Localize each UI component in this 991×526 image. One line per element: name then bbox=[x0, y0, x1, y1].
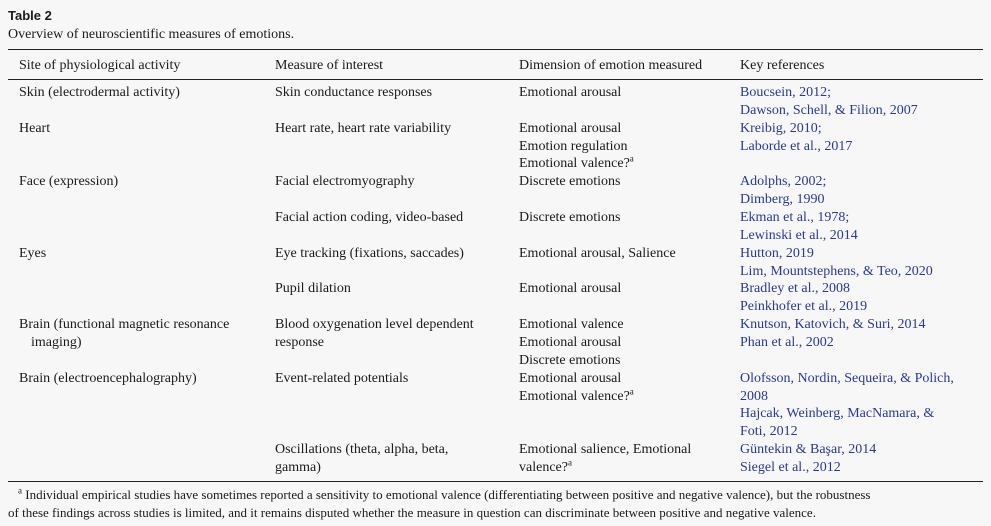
ref-peinkhofer[interactable]: Peinkhofer et al., 2019 bbox=[740, 299, 868, 314]
measure-emg: Facial electromyography bbox=[275, 174, 415, 189]
ref-lim[interactable]: Lim, Mountstephens, & Teo, 2020 bbox=[740, 264, 933, 279]
site-fmri: Brain (functional magnetic resonance bbox=[19, 317, 230, 332]
footnote-marker: a bbox=[629, 153, 634, 164]
top-rule bbox=[8, 49, 983, 50]
ref-hajcak-cont[interactable]: Foti, 2012 bbox=[740, 424, 798, 439]
ref-adolphs[interactable]: Adolphs, 2002; bbox=[740, 174, 827, 189]
header-rule bbox=[8, 79, 983, 80]
measure-bold-cont: response bbox=[275, 335, 324, 350]
site-eyes: Eyes bbox=[19, 246, 47, 261]
ref-guntekin[interactable]: Güntekin & Başar, 2014 bbox=[740, 442, 877, 457]
dimension-facs: Discrete emotions bbox=[519, 210, 621, 225]
measure-pupil: Pupil dilation bbox=[275, 281, 351, 296]
measure-heart: Heart rate, heart rate variability bbox=[275, 121, 452, 136]
footnote-line-1: Individual empirical studies have sometimes reported a sensitivity to emotional valence (differentiating between positive and negative valence), but the robustness bbox=[25, 487, 871, 502]
ref-laborde[interactable]: Laborde et al., 2017 bbox=[740, 139, 853, 154]
dimension-skin: Emotional arousal bbox=[519, 85, 622, 100]
table-label: Table 2 bbox=[8, 8, 52, 23]
ref-boucsein[interactable]: Boucsein, 2012; bbox=[740, 85, 831, 100]
dimension-bold-valence: Emotional valence bbox=[519, 317, 624, 332]
dimension-eyetracking: Emotional arousal, Salience bbox=[519, 246, 676, 261]
ref-dawson[interactable]: Dawson, Schell, & Filion, 2007 bbox=[740, 103, 918, 118]
ref-olofsson-year[interactable]: 2008 bbox=[740, 389, 768, 404]
measure-skin: Skin conductance responses bbox=[275, 85, 433, 100]
table-caption: Overview of neuroscientific measures of emotions. bbox=[8, 27, 295, 42]
dimension-pupil: Emotional arousal bbox=[519, 281, 622, 296]
footnote-marker: a bbox=[567, 457, 572, 468]
ref-siegel[interactable]: Siegel et al., 2012 bbox=[740, 460, 841, 475]
measure-oscillations: Oscillations (theta, alpha, beta, bbox=[275, 442, 449, 457]
dimension-heart-valence: Emotional valence?$^a$ bbox=[519, 153, 634, 171]
ref-hutton[interactable]: Hutton, 2019 bbox=[740, 246, 814, 261]
measure-erp: Event-related potentials bbox=[275, 371, 409, 386]
ref-phan[interactable]: Phan et al., 2002 bbox=[740, 335, 834, 350]
measure-eyetracking: Eye tracking (fixations, saccades) bbox=[275, 246, 464, 261]
ref-knutson[interactable]: Knutson, Katovich, & Suri, 2014 bbox=[740, 317, 926, 332]
footnote-mark: a bbox=[18, 485, 22, 496]
dimension-erp-arousal: Emotional arousal bbox=[519, 371, 622, 386]
site-fmri-cont: imaging) bbox=[31, 335, 82, 350]
dimension-osc-valence: valence?$^a$ bbox=[519, 457, 572, 475]
ref-dimberg[interactable]: Dimberg, 1990 bbox=[740, 192, 825, 207]
footnote bbox=[8, 486, 983, 522]
site-face: Face (expression) bbox=[19, 174, 119, 189]
dimension-bold-arousal: Emotional arousal bbox=[519, 335, 622, 350]
ref-olofsson[interactable]: Olofsson, Nordin, Sequeira, & Polich, bbox=[740, 371, 954, 386]
footnote-marker: a bbox=[629, 386, 634, 397]
site-eeg: Brain (electroencephalography) bbox=[19, 371, 197, 386]
site-skin: Skin (electrodermal activity) bbox=[19, 85, 180, 100]
measure-facs: Facial action coding, video-based bbox=[275, 210, 464, 225]
bottom-rule bbox=[8, 481, 983, 482]
ref-ekman[interactable]: Ekman et al., 1978; bbox=[740, 210, 850, 225]
dimension-erp-valence: Emotional valence?$^a$ bbox=[519, 386, 634, 404]
dimension-heart-regulation: Emotion regulation bbox=[519, 139, 628, 154]
dimension-heart-arousal: Emotional arousal bbox=[519, 121, 622, 136]
ref-kreibig[interactable]: Kreibig, 2010; bbox=[740, 121, 822, 136]
measure-oscillations-cont: gamma) bbox=[275, 460, 321, 475]
header-measure: Measure of interest bbox=[275, 58, 384, 73]
header-site: Site of physiological activity bbox=[19, 58, 181, 73]
site-heart: Heart bbox=[19, 121, 51, 136]
dimension-bold-discrete: Discrete emotions bbox=[519, 353, 621, 368]
measure-bold: Blood oxygenation level dependent bbox=[275, 317, 474, 332]
ref-hajcak[interactable]: Hajcak, Weinberg, MacNamara, & bbox=[740, 406, 935, 421]
dimension-osc-salience: Emotional salience, Emotional bbox=[519, 442, 692, 457]
ref-lewinski[interactable]: Lewinski et al., 2014 bbox=[740, 228, 858, 243]
header-dimension: Dimension of emotion measured bbox=[519, 58, 703, 73]
ref-bradley[interactable]: Bradley et al., 2008 bbox=[740, 281, 851, 296]
footnote-line-2: of these findings across studies is limited, and it remains disputed whether the measure in question can discriminate between positive and negative valence. bbox=[8, 505, 816, 520]
dimension-emg: Discrete emotions bbox=[519, 174, 621, 189]
header-references: Key references bbox=[740, 58, 825, 73]
